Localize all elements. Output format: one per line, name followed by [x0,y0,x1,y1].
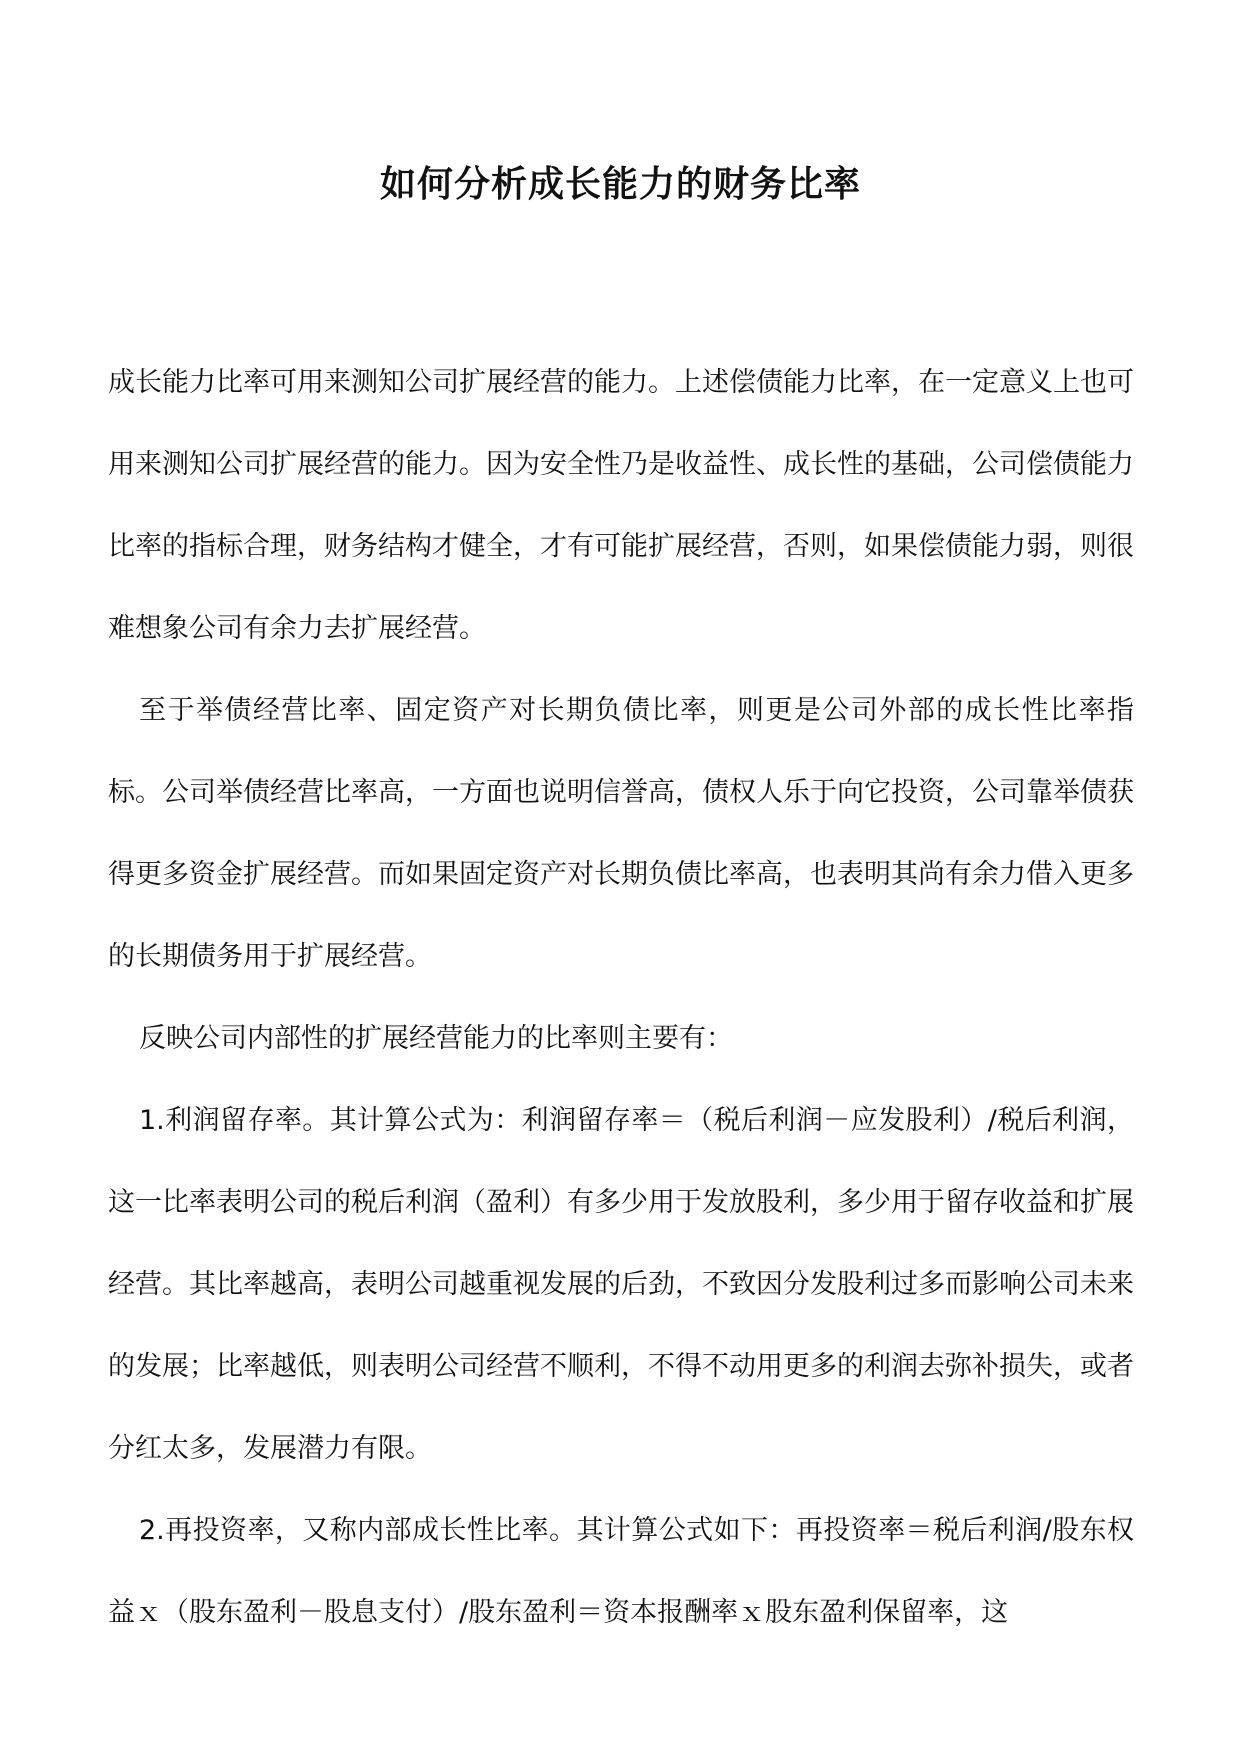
paragraph-reinvestment-rate: 2.再投资率，又称内部成长性比率。其计算公式如下：再投资率＝税后利润/股东权益ｘ（股东盈利－股息支付）/股东盈利＝资本报酬率ｘ股东盈利保留率，这 [108,1515,1134,1628]
paragraph-growth-ability-intro: 成长能力比率可用来测知公司扩展经营的能力。上述偿债能力比率，在一定意义上也可用来测知公司扩展经营的能力。因为安全性乃是收益性、成长性的基础，公司偿债能力比率的指标合理，财务结构才健全，才有可能扩展经营，否则，如果偿债能力弱，则很难想象公司有余力去扩展经营。 [108,367,1134,644]
document-body [108,342,1134,1654]
paragraph-profit-retention-rate: 1.利润留存率。其计算公式为：利润留存率＝（税后利润－应发股利）/税后利润，这一比率表明公司的税后利润（盈利）有多少用于发放股利，多少用于留存收益和扩展经营。其比率越高，表明公司越重视发展的后劲，不致因分发股利过多而影响公司未来的发展；比率越低，则表明公司经营不顺利，不得不动用更多的利润去弥补损失，或者分红太多，发展潜力有限。 [108,1105,1134,1464]
document-title: 如何分析成长能力的财务比率 [379,163,861,205]
paragraph-external-growth-ratios: 至于举债经营比率、固定资产对长期负债比率，则更是公司外部的成长性比率指标。公司举债经营比率高，一方面也说明信誉高，债权人乐于向它投资，公司靠举债获得更多资金扩展经营。而如果固定资产对长期负债比率高，也表明其尚有余力借入更多的长期债务用于扩展经营。 [108,695,1134,972]
paragraph-internal-ratios-lead: 反映公司内部性的扩展经营能力的比率则主要有： [139,1023,733,1054]
